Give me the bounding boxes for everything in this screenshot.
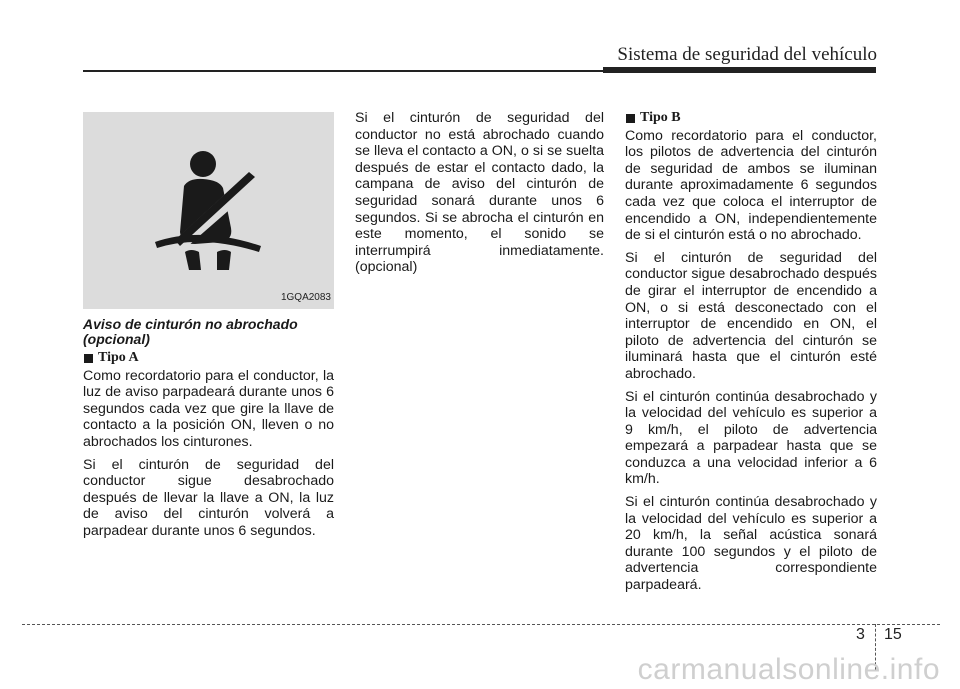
column-middle: [355, 110, 604, 282]
paragraph: Si el cinturón de seguridad del conductor sigue desabrochado después de girar el interruptor de encendido a ON, o si está desconectado con el interruptor de encendido en ON, el piloto de advertencia del cinturón se iluminará hasta que el cinturón esté abrochado.: [625, 249, 877, 382]
paragraph: Si el cinturón de seguridad del conductor sigue desabrochado después de llevar la llave a ON, la luz de aviso del cinturón volverá a parpadear durante unos 6 segundos.: [83, 456, 334, 539]
column-left: [83, 112, 334, 546]
figure-caption: Aviso de cinturón no abrochado (opcional): [83, 316, 298, 347]
watermark: carmanualsonline.info: [637, 653, 940, 686]
chapter-number: 3: [856, 626, 865, 643]
page-number: 15: [884, 626, 902, 643]
figure-code: 1GQA2083: [280, 292, 331, 304]
square-bullet-icon: [84, 354, 93, 363]
type-a-heading: Tipo A: [83, 350, 334, 367]
square-bullet-icon: [626, 114, 635, 123]
paragraph: Como recordatorio para el conductor, la luz de aviso parpadeará durante unos 6 segundos cada vez que gire la llave de contacto a la posición ON, lleven o no abrochados los cinturones.: [83, 367, 334, 450]
footer-divider: [22, 624, 940, 625]
paragraph: Como recordatorio para el conductor, los pilotos de advertencia del cinturón de seguridad de ambos se iluminan durante aproximadamente 6 segundos cada vez que coloca el interruptor de encendido a ON, independientemente de si el cinturón está o no abrochado.: [625, 127, 877, 244]
header-divider: [83, 70, 603, 72]
seatbelt-figure: [83, 112, 334, 309]
type-b-heading: Tipo B: [625, 110, 877, 127]
column-right: [625, 110, 877, 600]
seatbelt-warning-icon: [151, 148, 271, 272]
header-divider-bar: [603, 67, 876, 73]
paragraph: Si el cinturón de seguridad del conductor no está abrochado cuando se lleva el contacto a ON, o si se suelta después de estar el contacto dado, la campana de aviso del cinturón de seguridad sonará durante unos 6 segundos. Si se abrocha el cinturón en este momento, el sonido se interrumpirá inmediatamente. (opcional): [355, 110, 604, 276]
paragraph: Si el cinturón continúa desabrochado y la velocidad del vehículo es superior a 20 km/h, la señal acústica sonará durante 100 segundos y el piloto de advertencia correspondiente parpadeará.: [625, 494, 877, 594]
section-title: Sistema de seguridad del vehículo: [617, 44, 877, 65]
paragraph: Si el cinturón continúa desabrochado y la velocidad del vehículo es superior a 9 km/h, el piloto de advertencia empezará a parpadear hasta que se conduzca a una velocidad inferior a 6 km/h.: [625, 388, 877, 488]
